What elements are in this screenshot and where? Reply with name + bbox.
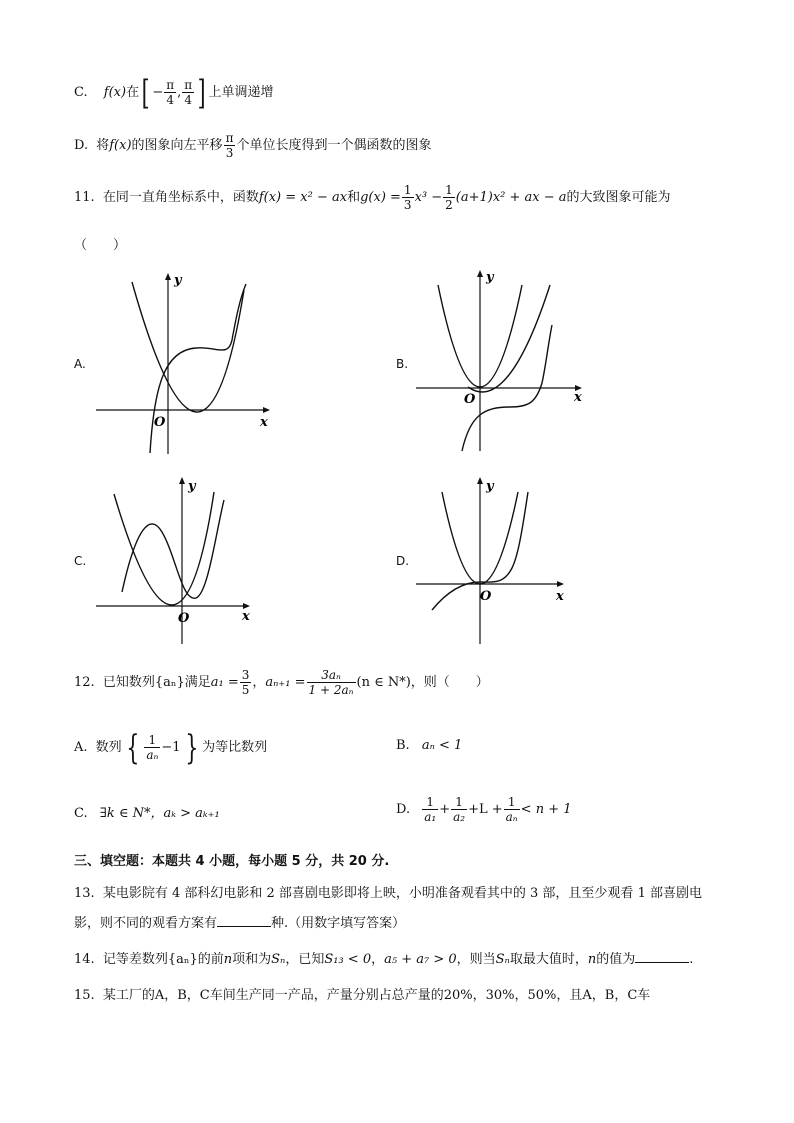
- graph-b: [412, 265, 592, 455]
- fraction-neg-pi-over-4: [164, 78, 176, 107]
- q12-option-b: [396, 738, 462, 753]
- q11-answer-paren: （ ）: [74, 238, 127, 253]
- section-title: 三、填空题：本题共 4 小题，每小题 5 分，共 20 分.: [74, 854, 390, 869]
- x-axis-arrow-icon: [263, 407, 270, 413]
- q15-line1: [74, 984, 650, 1003]
- origin-label: O: [178, 611, 190, 626]
- x-axis-arrow-icon: [557, 581, 564, 587]
- text: 影，则不同的观看方案有: [74, 916, 218, 931]
- f-definition: f(x) = x² − ax: [258, 190, 348, 205]
- g-definition-prefix: g(x) =: [360, 190, 401, 205]
- denominator: 4: [184, 93, 193, 107]
- comma: ，: [371, 952, 385, 967]
- y-axis-arrow-icon: [477, 477, 483, 484]
- denominator: aₙ: [146, 748, 159, 762]
- fraction-one-over-an: [144, 733, 160, 762]
- text: 的值为: [596, 952, 636, 967]
- option-label: A.: [74, 740, 88, 755]
- left-bracket: [: [141, 72, 150, 113]
- y-axis-label: y: [188, 479, 196, 494]
- numerator: π: [166, 78, 175, 92]
- x-axis-label: x: [574, 390, 582, 405]
- ellipsis: +L +: [468, 802, 503, 817]
- origin-label: O: [480, 589, 492, 604]
- text: 的大致图象可能为: [566, 190, 671, 205]
- q10-option-c: [74, 72, 274, 113]
- condition-a5-a7: a₅ + a₇ > 0: [384, 952, 457, 967]
- text: 项和为: [232, 952, 272, 967]
- text: 在: [126, 85, 140, 100]
- option-expr: aₙ < 1: [421, 738, 463, 753]
- recurrence-lhs: aₙ₊₁ =: [265, 675, 306, 690]
- denominator: a₂: [453, 810, 466, 824]
- numerator: 1: [445, 183, 453, 197]
- y-axis-arrow-icon: [477, 270, 483, 277]
- numerator: 1: [451, 795, 467, 810]
- text: 将: [96, 138, 110, 153]
- denominator: 3: [403, 198, 412, 212]
- option-expr: ∃k ∈ N*，aₖ > aₖ₊₁: [99, 806, 220, 821]
- text: ，则当: [456, 952, 496, 967]
- q12-stem: [74, 665, 489, 701]
- y-axis-arrow-icon: [179, 477, 185, 484]
- fraction-three-fifths: [240, 668, 252, 697]
- cubic-curve: [122, 500, 224, 598]
- denominator: 5: [241, 683, 250, 697]
- text: 个单位长度得到一个偶函数的图象: [236, 138, 432, 153]
- numerator: 3: [241, 668, 250, 682]
- comma: ,: [177, 85, 182, 100]
- q12-option-c: [74, 802, 220, 821]
- text: ，已知: [285, 952, 325, 967]
- comma: ，: [252, 675, 266, 690]
- g-part2: (a+1)x² + ax − a: [455, 190, 567, 205]
- denominator: 3: [225, 146, 234, 160]
- numerator: 3aₙ: [307, 668, 356, 683]
- fraction-one-over-a1: [422, 795, 438, 824]
- var-sn: Sₙ: [271, 952, 286, 967]
- period: .: [689, 952, 694, 967]
- numerator: π: [184, 78, 193, 92]
- text: 某电影院有 4 部科幻电影和 2 部喜剧电影即将上映，小明准备观看其中的 3 部，且至少观看 1 部喜剧电: [102, 886, 702, 901]
- fraction-one-third: [402, 183, 414, 212]
- denominator: 1 + 2aₙ: [308, 683, 354, 697]
- graph-c: [92, 472, 262, 647]
- q14-line: [74, 948, 693, 967]
- answer-blank: [217, 914, 271, 927]
- text: 已知数列{aₙ}满足: [102, 675, 211, 690]
- graph-a-label: A.: [74, 357, 86, 371]
- y-axis-label: y: [486, 270, 494, 285]
- origin-label: O: [464, 392, 476, 407]
- denominator: 4: [166, 93, 175, 107]
- function-f: f(x): [103, 85, 127, 100]
- numerator: π: [225, 131, 234, 145]
- q13-line1: [74, 882, 702, 901]
- question-number: 14.: [74, 952, 95, 967]
- q13-line2: [74, 912, 405, 931]
- option-label: C.: [74, 806, 88, 821]
- x-axis-label: x: [242, 609, 250, 624]
- parabola-curve: [114, 492, 214, 605]
- condition: (n ∈ N*): [356, 675, 411, 690]
- graph-d: [412, 472, 582, 647]
- numerator: 1: [144, 733, 160, 748]
- question-number: 15.: [74, 988, 95, 1003]
- fraction-one-half: [443, 183, 455, 212]
- graph-b-label: B.: [396, 357, 409, 371]
- q12-option-d: [396, 790, 572, 830]
- option-label: D.: [396, 802, 411, 817]
- var-n: n: [223, 952, 233, 967]
- minus-sign: −: [152, 85, 164, 100]
- option-label: C.: [74, 85, 88, 100]
- a1-expr: a₁ =: [210, 675, 239, 690]
- x-axis-label: x: [260, 415, 268, 430]
- denominator: aₙ: [505, 810, 518, 824]
- question-number: 13.: [74, 886, 95, 901]
- answer-blank: [635, 950, 689, 963]
- text: 在同一直角坐标系中，函数: [102, 190, 259, 205]
- text: 为等比数列: [202, 740, 268, 755]
- q12-option-a: [74, 727, 268, 768]
- plus: +: [439, 802, 451, 817]
- text: ，则（ ）: [410, 675, 489, 690]
- question-number: 11.: [74, 190, 95, 205]
- text: 的图象向左平移: [131, 138, 223, 153]
- recurrence-fraction: [307, 668, 356, 697]
- text: 某工厂的A，B，C车间生产同一产品，产量分别占总产量的20%，30%，50%，且A，B，C车: [102, 988, 651, 1003]
- y-axis-arrow-icon: [165, 273, 171, 280]
- option-label: D.: [74, 138, 89, 153]
- text: 上单调递增: [208, 85, 274, 100]
- var-sn: Sₙ: [495, 952, 510, 967]
- left-brace: {: [126, 727, 139, 768]
- var-n: n: [587, 952, 597, 967]
- x-axis-label: x: [556, 589, 564, 604]
- numerator: 1: [403, 183, 412, 197]
- y-axis-label: y: [174, 273, 182, 288]
- right-brace: }: [184, 727, 198, 768]
- function-f: f(x): [109, 138, 132, 153]
- y-axis-label: y: [486, 479, 494, 494]
- g-part1: x³ −: [414, 190, 443, 205]
- option-label: B.: [396, 738, 410, 753]
- fraction-one-over-a2: [451, 795, 467, 824]
- graph-d-label: D.: [396, 554, 410, 568]
- text: 数列: [95, 740, 122, 755]
- numerator: 1: [422, 795, 438, 810]
- numerator: 1: [504, 795, 520, 810]
- fraction-one-over-an: [504, 795, 520, 824]
- text: 记等差数列{aₙ}的前: [102, 952, 224, 967]
- fraction-pi-over-4: [182, 78, 194, 107]
- right-bracket: ]: [197, 72, 206, 113]
- parabola-curve: [132, 282, 244, 412]
- denominator: a₁: [424, 810, 437, 824]
- question-number: 12.: [74, 675, 95, 690]
- origin-label: O: [154, 415, 166, 430]
- q10-option-d: [74, 129, 431, 163]
- graph-c-label: C.: [74, 554, 87, 568]
- text: 取最大值时，: [509, 952, 588, 967]
- graph-a: [92, 268, 282, 458]
- condition-s13: S₁₃ < 0: [324, 952, 372, 967]
- q11-stem: [74, 180, 671, 216]
- fraction-pi-over-3: [224, 131, 236, 160]
- inequality-tail: < n + 1: [520, 802, 572, 817]
- minus-one: −1: [161, 740, 181, 755]
- text: 和: [347, 190, 361, 205]
- denominator: 2: [445, 198, 453, 212]
- text: 种.（用数字填写答案）: [271, 916, 406, 931]
